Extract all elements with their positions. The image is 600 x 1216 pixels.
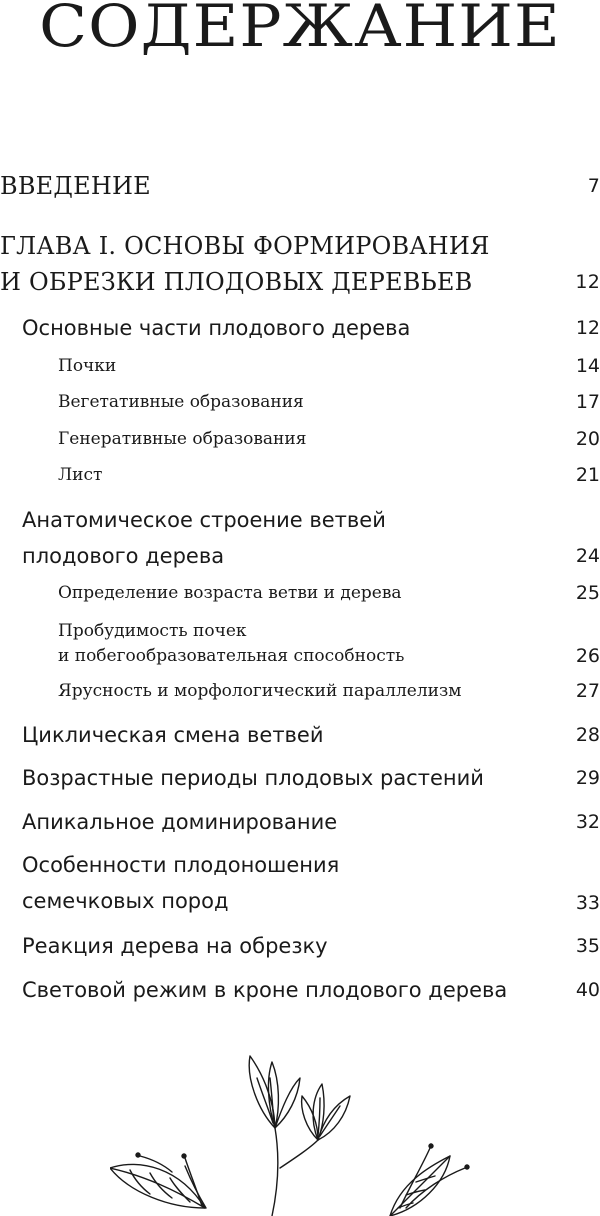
toc-entry-title: Циклическая смена ветвей (22, 723, 324, 747)
toc-entry-title-line2: И ОБРЕЗКИ ПЛОДОВЫХ ДЕРЕВЬЕВ (0, 268, 473, 296)
toc-entry-title-line1: Пробудимость почек (58, 621, 247, 641)
toc-page-number: 20 (575, 428, 600, 450)
page-title: СОДЕРЖАНИЕ (39, 0, 561, 60)
toc-page-number: 7 (587, 175, 600, 197)
toc-entry-title: Почки (58, 356, 117, 376)
toc-entry-s6[interactable] (22, 847, 600, 919)
toc-entry-title-line1: Анатомическое строение ветвей (22, 508, 386, 532)
toc-page-number: 14 (575, 355, 600, 377)
toc-entry-title: Определение возраста ветви и дерева (58, 583, 402, 603)
toc-entry-title: Возрастные периоды плодовых растений (22, 766, 484, 790)
toc-entry-s3[interactable] (22, 717, 600, 753)
toc-entry-title: Апикальное доминирование (22, 810, 338, 834)
toc-page-number: 29 (575, 767, 600, 789)
toc-entry-s1b[interactable] (58, 390, 600, 415)
toc-page-number: 24 (575, 545, 600, 567)
toc-page-number: 12 (575, 317, 600, 339)
toc-entry-s7[interactable] (22, 928, 600, 964)
toc-entry-title-line2: семечковых пород (22, 889, 229, 913)
toc-entry-intro[interactable] (0, 168, 600, 204)
toc-entry-title-line2: плодового дерева (22, 544, 225, 568)
toc-entry-s1a[interactable] (58, 354, 600, 379)
toc-entry-s4[interactable] (22, 760, 600, 796)
toc-page-number: 12 (575, 271, 600, 293)
toc-entry-s1[interactable] (22, 310, 600, 346)
toc-entry-chapter1[interactable] (0, 228, 600, 300)
toc-page-number: 26 (575, 645, 600, 667)
toc-entry-s2b[interactable] (58, 619, 600, 669)
toc-entry-title: Генеративные образования (58, 429, 307, 449)
toc-page-number: 27 (575, 680, 600, 702)
toc-entry-s2a[interactable] (58, 581, 600, 606)
toc-entry-title-line1: ГЛАВА I. ОСНОВЫ ФОРМИРОВАНИЯ (0, 232, 490, 260)
toc-page-number: 17 (575, 391, 600, 413)
toc-entry-title: Реакция дерева на обрезку (22, 934, 328, 958)
toc-page-number: 32 (575, 811, 600, 833)
toc-entry-title: ВВЕДЕНИЕ (0, 172, 151, 200)
toc-entry-s1c[interactable] (58, 427, 600, 452)
toc-page-number: 28 (575, 724, 600, 746)
toc-entry-title-line2: и побегообразовательная способность (58, 646, 405, 666)
toc-entry-title: Ярусность и морфологический параллелизм (58, 681, 462, 701)
toc-entry-title: Лист (58, 465, 103, 485)
flower-ornament-icon (110, 1048, 510, 1216)
toc-page-number: 40 (575, 979, 600, 1001)
toc-entry-s5[interactable] (22, 804, 600, 840)
toc-entry-title: Вегетативные образования (58, 392, 304, 412)
toc-entry-s8[interactable] (22, 972, 600, 1008)
toc-entry-s1d[interactable] (58, 463, 600, 488)
toc-page-number: 35 (575, 935, 600, 957)
toc-page-number: 25 (575, 582, 600, 604)
toc-page-number: 21 (575, 464, 600, 486)
toc-entry-title: Основные части плодового дерева (22, 316, 411, 340)
toc-entry-s2[interactable] (22, 502, 600, 574)
toc-entry-title-line1: Особенности плодоношения (22, 853, 340, 877)
toc-page-number: 33 (575, 892, 600, 914)
toc-entry-s2c[interactable] (58, 679, 600, 704)
toc-entry-title: Световой режим в кроне плодового дерева (22, 978, 508, 1002)
